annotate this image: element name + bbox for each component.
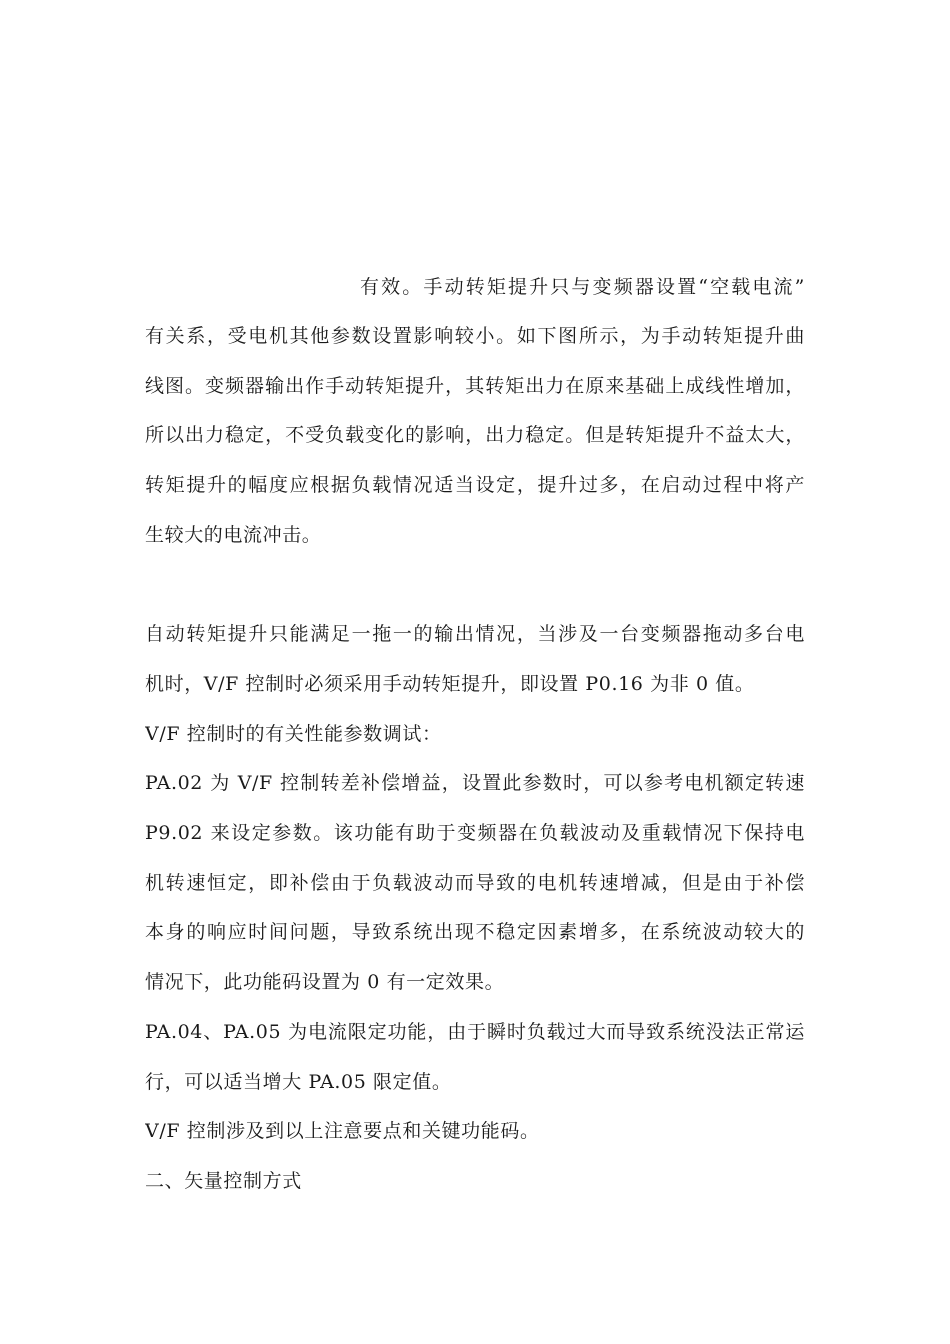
paragraph-4-line-4: 本身的响应时间问题，导致系统出现不稳定因素增多，在系统波动较大的 <box>145 921 805 943</box>
paragraph-2-line-1: 自动转矩提升只能满足一拖一的输出情况，当涉及一台变频器拖动多台电 <box>145 623 805 645</box>
paragraph-1-line-3: 线图。变频器输出作手动转矩提升，其转矩出力在原来基础上成线性增加， <box>145 375 805 397</box>
section-heading-vector-control: 二、矢量控制方式 <box>145 1170 302 1192</box>
paragraph-1-line-2: 有关系，受电机其他参数设置影响较小。如下图所示，为手动转矩提升曲 <box>145 325 805 347</box>
paragraph-4-line-1: PA.02 为 V/F 控制转差补偿增益，设置此参数时，可以参考电机额定转速 <box>145 772 805 794</box>
paragraph-1-line-6: 生较大的电流冲击。 <box>145 524 322 546</box>
paragraph-5-line-1: PA.04、PA.05 为电流限定功能，由于瞬时负载过大而导致系统没法正常运 <box>145 1021 805 1043</box>
paragraph-4-line-5: 情况下，此功能码设置为 0 有一定效果。 <box>145 971 505 993</box>
paragraph-1-line-5: 转矩提升的幅度应根据负载情况适当设定，提升过多，在启动过程中将产 <box>145 474 805 496</box>
paragraph-1-line-1: 有效。手动转矩提升只与变频器设置“空载电流” <box>360 276 805 298</box>
paragraph-4-line-3: 机转速恒定，即补偿由于负载波动而导致的电机转速增减，但是由于补偿 <box>145 872 805 894</box>
paragraph-3-heading: V/F 控制时的有关性能参数调试： <box>145 723 442 745</box>
paragraph-6-line-1: V/F 控制涉及到以上注意要点和关键功能码。 <box>145 1120 540 1142</box>
paragraph-5-line-2: 行，可以适当增大 PA.05 限定值。 <box>145 1071 452 1093</box>
paragraph-1-line-4: 所以出力稳定，不受负载变化的影响，出力稳定。但是转矩提升不益太大， <box>145 424 805 446</box>
paragraph-4-line-2: P9.02 来设定参数。该功能有助于变频器在负载波动及重载情况下保持电 <box>145 822 805 844</box>
paragraph-2-line-2: 机时，V/F 控制时必须采用手动转矩提升，即设置 P0.16 为非 0 值。 <box>145 673 755 695</box>
